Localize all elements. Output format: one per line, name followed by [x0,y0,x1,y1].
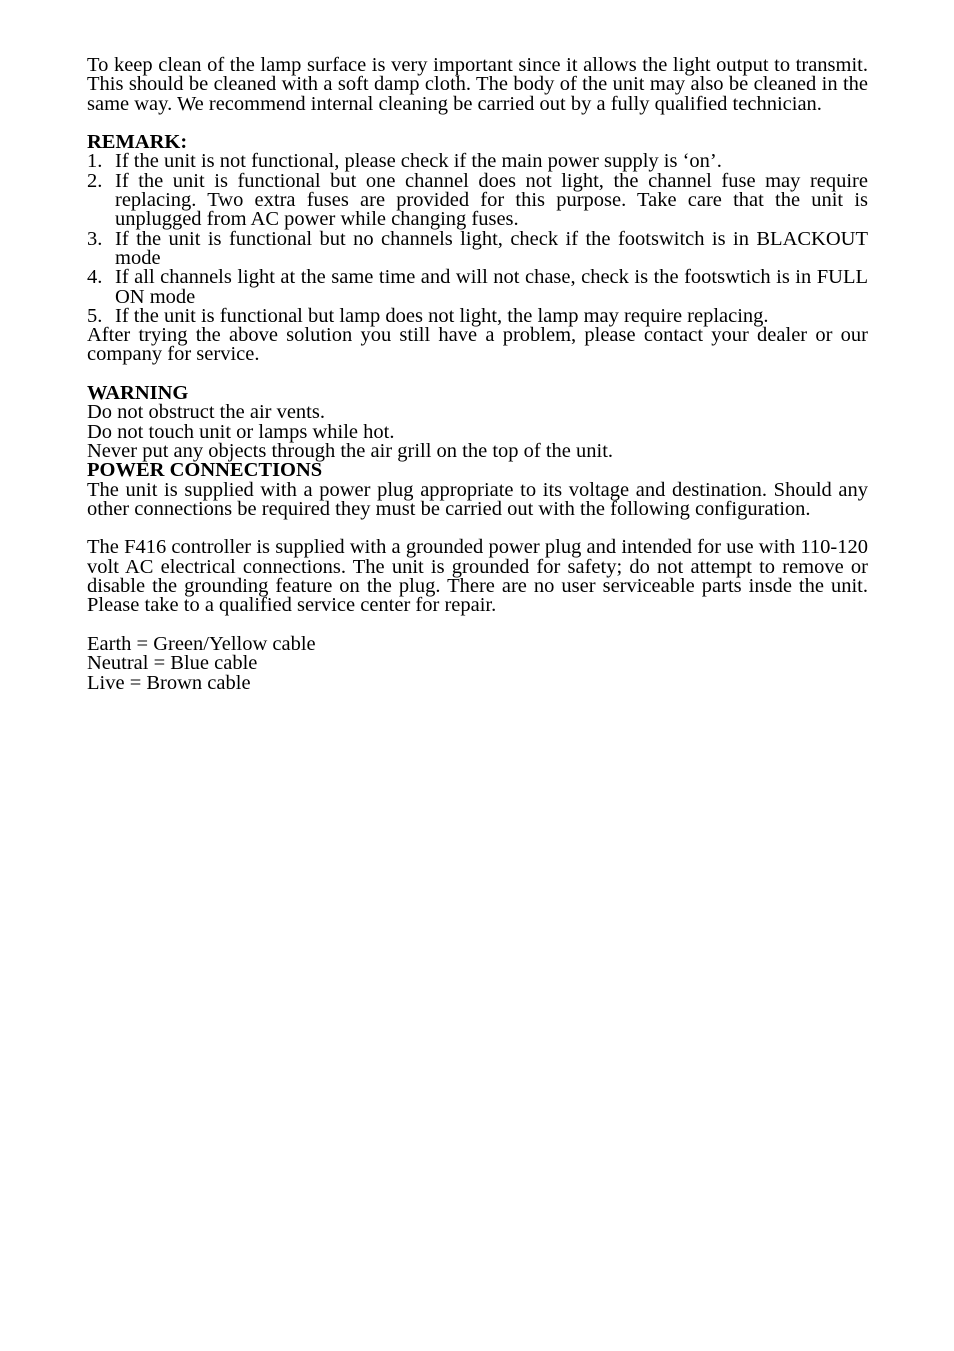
remark-item-text: If the unit is functional but no channels light, check if the footswitch is in BLACKOUT mode [115,227,868,269]
spacer [87,365,868,384]
document-page [87,56,868,693]
spacer [87,114,868,133]
remark-item-number: 2. [87,169,103,192]
remark-item [87,169,868,231]
remark-footer: After trying the above solution you still have a problem, please contact your dealer or our company for service. [87,324,868,366]
wiring-line-earth: Earth = Green/Yellow cable [87,632,316,655]
remark-item [87,304,868,327]
remark-item-text: If the unit is functional but one channel does not light, the channel fuse may require replacing. Two extra fuses are provided for this purpose. Take care that the unit is unplugged from AC power while changing fuses. [115,169,868,231]
remark-item-number: 3. [87,227,103,250]
remark-item-number: 4. [87,266,103,289]
grounding-paragraph: The F416 controller is supplied with a grounded power plug and intended for use with 110-120 volt AC electrical connections. The unit is grounded for safety; do not attempt to remove or disable the grounding feature on the plug. There are no user serviceable parts insde the unit. Please take to a qualified service center for repair. [87,536,868,617]
remark-list [87,152,868,326]
remark-item [87,268,868,307]
power-paragraph: The unit is supplied with a power plug appropriate to its voltage and destination. Should any other connections be required they must be carried out with the following configuration. [87,478,868,520]
remark-heading: REMARK: [87,131,188,154]
power-heading: POWER CONNECTIONS [87,459,323,482]
remark-item-number: 5. [87,304,103,327]
remark-item-text: If the unit is not functional, please check if the main power supply is ‘on’. [115,150,722,173]
remark-item-number: 1. [87,150,103,173]
remark-item-text: If all channels light at the same time and will not chase, check is the footswtich is in FULL ON mode [115,266,868,308]
wiring-line-neutral: Neutral = Blue cable [87,652,258,675]
warning-line: Never put any objects through the air grill on the top of the unit. [87,439,614,462]
warning-line: Do not obstruct the air vents. [87,401,325,424]
spacer [87,616,868,635]
warning-heading: WARNING [87,382,189,405]
intro-paragraph: To keep clean of the lamp surface is very important since it allows the light output to transmit. This should be cleaned with a soft damp cloth. The body of the unit may also be cleaned in the same way. We recommend internal cleaning be carried out by a fully qualified technician. [87,54,868,115]
warning-line: Do not touch unit or lamps while hot. [87,420,395,443]
wiring-line-live: Live = Brown cable [87,671,251,694]
remark-item [87,227,868,269]
remark-item-text: If the unit is functional but lamp does not light, the lamp may require replacing. [115,304,769,327]
